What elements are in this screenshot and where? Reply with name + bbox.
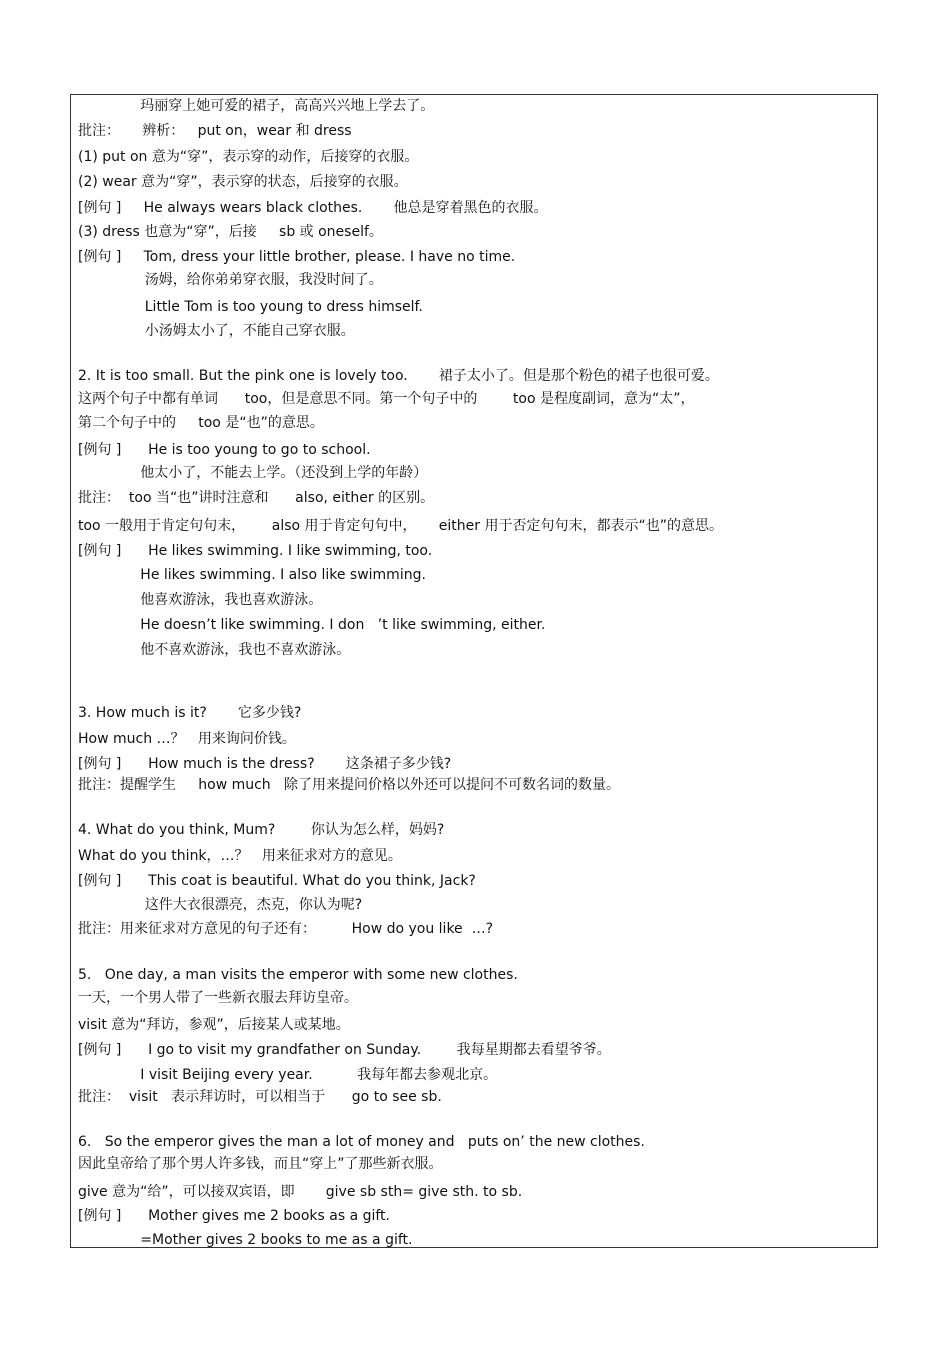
text-line: 他不喜欢游泳，我也不喜欢游泳。 bbox=[78, 642, 351, 658]
text-line: give 意为“给”，可以接双宾语，即 give sb sth= give sth. to sb. bbox=[78, 1184, 523, 1200]
text-line: [例句 ] He is too young to go to school. bbox=[78, 442, 371, 458]
text-line: 汤姆，给你弟弟穿衣服，我没时间了。 bbox=[78, 272, 383, 288]
text-line: 这两个句子中都有单词 too，但是意思不同。第一个句子中的 too 是程度副词，意为“太”， bbox=[78, 391, 695, 407]
text-line: How much …？ 用来询问价钱。 bbox=[78, 731, 296, 747]
text-line: 这件大衣很漂亮，杰克，你认为呢? bbox=[78, 897, 363, 913]
text-line: [例句 ] He likes swimming. I like swimming, too. bbox=[78, 543, 433, 559]
text-line: [例句 ] Mother gives me 2 books as a gift. bbox=[78, 1208, 390, 1224]
text-line: 批注： too 当“也”讲时注意和 also, either 的区别。 bbox=[78, 490, 435, 506]
text-line: [例句 ] This coat is beautiful. What do you think, Jack? bbox=[78, 873, 476, 889]
text-line: 第二个句子中的 too 是“也”的意思。 bbox=[78, 415, 324, 431]
text-line: 小汤姆太小了，不能自己穿衣服。 bbox=[78, 323, 355, 339]
text-line: [例句 ] He always wears black clothes. 他总是穿着黑色的衣服。 bbox=[78, 200, 548, 216]
text-line: What do you think，…？ 用来征求对方的意见。 bbox=[78, 848, 402, 864]
text-line: [例句 ] Tom, dress your little brother, please. I have no time. bbox=[78, 249, 516, 265]
text-line: 玛丽穿上她可爱的裙子，高高兴兴地上学去了。 bbox=[78, 98, 435, 114]
text-line: He doesn’t like swimming. I don ’t like swimming, either. bbox=[78, 617, 546, 633]
text-line: (1) put on 意为“穿”，表示穿的动作，后接穿的衣服。 bbox=[78, 149, 419, 165]
text-line: Little Tom is too young to dress himself. bbox=[78, 299, 423, 315]
text-line: 批注：用来征求对方意见的句子还有： How do you like …? bbox=[78, 921, 494, 937]
text-line: 6. So the emperor gives the man a lot of money and puts on’ the new clothes. bbox=[78, 1134, 645, 1150]
text-line: 因此皇帝给了那个男人许多钱，而且“穿上”了那些新衣服。 bbox=[78, 1156, 443, 1172]
text-line: 2. It is too small. But the pink one is lovely too. 裙子太小了。但是那个粉色的裙子也很可爱。 bbox=[78, 368, 719, 384]
text-line: [例句 ] How much is the dress? 这条裙子多少钱? bbox=[78, 756, 452, 772]
text-line: (2) wear 意为“穿”，表示穿的状态，后接穿的衣服。 bbox=[78, 174, 408, 190]
text-line: 他太小了，不能去上学。（还没到上学的年龄） bbox=[78, 465, 428, 481]
text-line: 3. How much is it? 它多少钱? bbox=[78, 705, 302, 721]
text-line: 4. What do you think, Mum? 你认为怎么样，妈妈? bbox=[78, 822, 445, 838]
text-line: I visit Beijing every year. 我每年都去参观北京。 bbox=[78, 1067, 498, 1083]
text-line: 5. One day, a man visits the emperor with some new clothes. bbox=[78, 967, 518, 983]
text-line: =Mother gives 2 books to me as a gift. bbox=[78, 1232, 413, 1248]
text-line: He likes swimming. I also like swimming. bbox=[78, 567, 426, 583]
text-line: (3) dress 也意为“穿”，后接 sb 或 oneself。 bbox=[78, 224, 383, 240]
text-line: 批注：提醒学生 how much 除了用来提问价格以外还可以提问不可数名词的数量。 bbox=[78, 777, 621, 793]
text-line: 批注： 辨析： put on，wear 和 dress bbox=[78, 123, 352, 139]
text-line: 他喜欢游泳，我也喜欢游泳。 bbox=[78, 592, 323, 608]
text-line: 一天，一个男人带了一些新衣服去拜访皇帝。 bbox=[78, 990, 358, 1006]
text-line: [例句 ] I go to visit my grandfather on Sunday. 我每星期都去看望爷爷。 bbox=[78, 1042, 611, 1058]
text-line: visit 意为“拜访，参观”，后接某人或某地。 bbox=[78, 1017, 350, 1033]
text-line: too 一般用于肯定句句末， also 用于肯定句句中， either 用于否定句句末，都表示“也”的意思。 bbox=[78, 518, 723, 534]
text-line: 批注： visit 表示拜访时，可以相当于 go to see sb. bbox=[78, 1089, 442, 1105]
